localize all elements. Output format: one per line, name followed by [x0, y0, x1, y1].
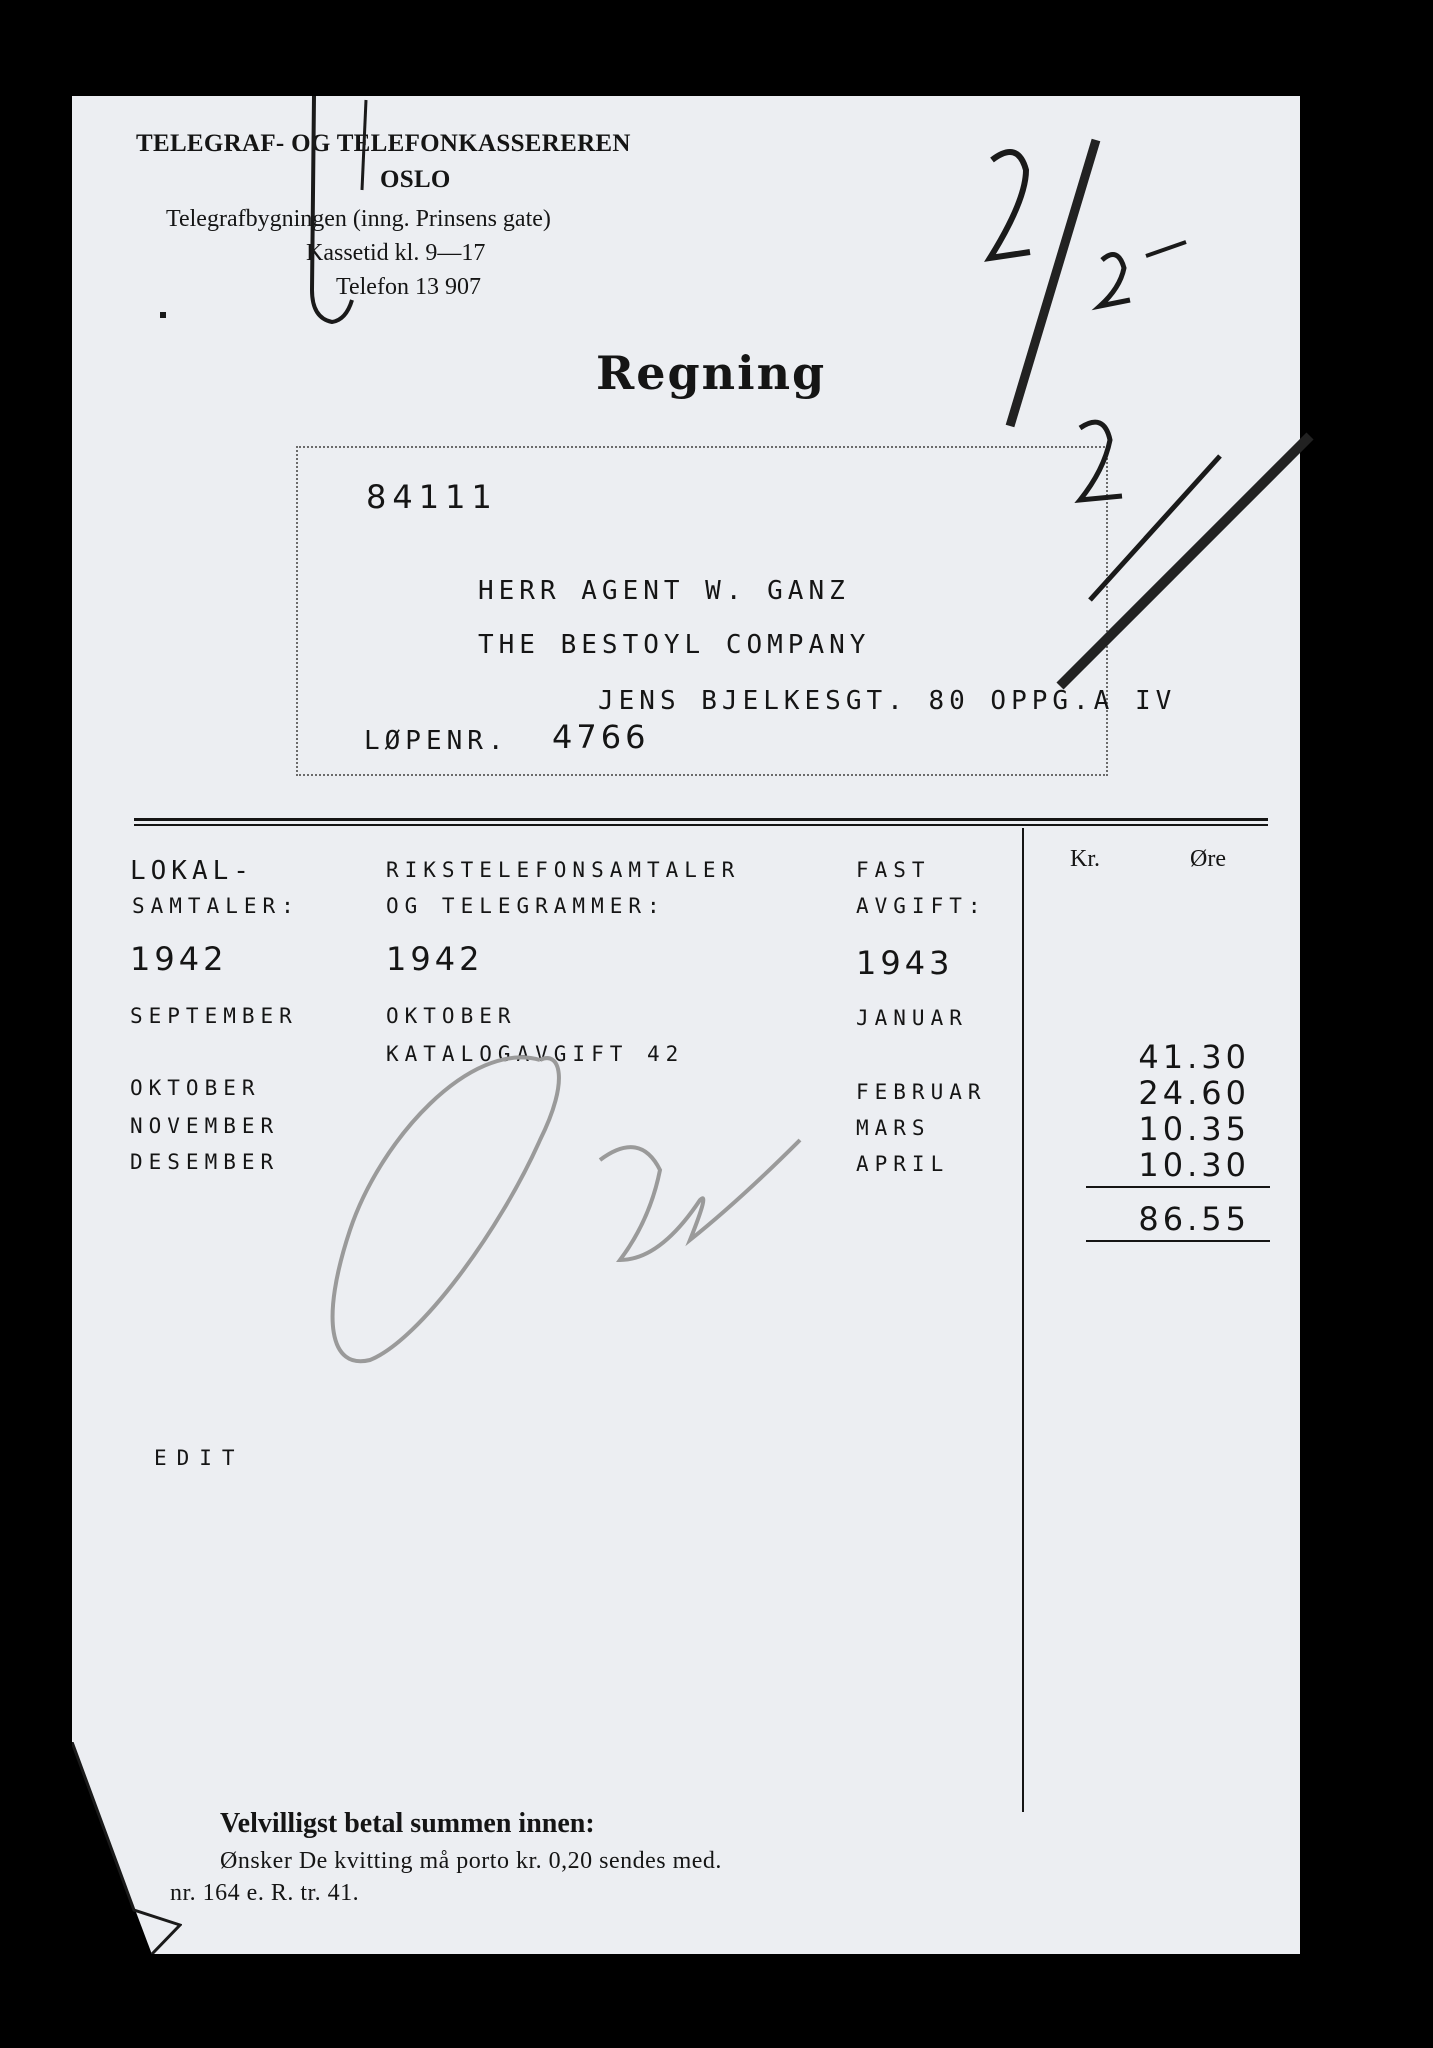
- local-month: DESEMBER: [130, 1150, 280, 1174]
- issuer-building: Telegrafbygningen (inng. Prinsens gate): [166, 206, 551, 232]
- form-reference: nr. 164 e. R. tr. 41.: [170, 1880, 360, 1906]
- account-number: 84111: [366, 478, 498, 516]
- kroner-header: Kr.: [1070, 846, 1100, 872]
- local-month: OKTOBER: [130, 1076, 261, 1100]
- fixed-fee-year: 1943: [856, 944, 954, 982]
- top-rule-second: [134, 824, 1268, 826]
- serial-number: 4766: [552, 718, 650, 756]
- amount-row: 10.30: [1138, 1146, 1250, 1184]
- long-distance-month: OKTOBER: [386, 1004, 517, 1028]
- recipient-street: JENS BJELKESGT. 80 OPPG.A IV: [598, 686, 1177, 716]
- operator-code: EDIT: [154, 1446, 245, 1470]
- ore-header: Øre: [1190, 846, 1226, 872]
- local-year: 1942: [130, 940, 228, 978]
- document-title: Regning: [596, 346, 827, 400]
- long-distance-header-line2: OG TELEGRAMMER:: [386, 894, 666, 918]
- amount-row: 41.30: [1138, 1038, 1250, 1076]
- issuer-name: TELEGRAF- OG TELEFONKASSEREREN: [136, 130, 631, 157]
- fixed-fee-month: FEBRUAR: [856, 1080, 987, 1104]
- long-distance-header-line1: RIKSTELEFONSAMTALER: [386, 858, 741, 882]
- local-header-line1: LOKAL-: [130, 856, 254, 886]
- office-hours: Kassetid kl. 9—17: [306, 240, 486, 266]
- fixed-fee-month: JANUAR: [856, 1006, 968, 1030]
- serial-label: LØPENR.: [364, 726, 509, 756]
- fixed-fee-header-line1: FAST: [856, 858, 931, 882]
- payment-notice: Velvilligst betal summen innen:: [220, 1808, 595, 1839]
- issuer-phone: Telefon 13 907: [336, 274, 481, 300]
- amount-row: 24.60: [1138, 1074, 1250, 1112]
- local-header-line2: SAMTALER:: [132, 894, 300, 918]
- receipt-note: Ønsker De kvitting må porto kr. 0,20 sendes med.: [220, 1848, 722, 1874]
- fixed-fee-month: APRIL: [856, 1152, 950, 1176]
- recipient-company: THE BESTOYL COMPANY: [478, 630, 871, 660]
- amount-row: 10.35: [1138, 1110, 1250, 1148]
- fixed-fee-month: MARS: [856, 1116, 931, 1140]
- recipient-name: HERR AGENT W. GANZ: [478, 576, 850, 606]
- local-month: NOVEMBER: [130, 1114, 280, 1138]
- subtotal-rule: [1086, 1186, 1270, 1188]
- issuer-city: OSLO: [380, 166, 451, 193]
- long-distance-year: 1942: [386, 940, 484, 978]
- top-rule: [134, 818, 1268, 821]
- local-month: SEPTEMBER: [130, 1004, 298, 1028]
- fixed-fee-header-line2: AVGIFT:: [856, 894, 987, 918]
- total-amount: 86.55: [1138, 1200, 1250, 1238]
- amount-column-separator: [1022, 828, 1024, 1812]
- total-rule: [1086, 1240, 1270, 1242]
- catalog-fee: KATALOGAVGIFT 42: [386, 1042, 685, 1066]
